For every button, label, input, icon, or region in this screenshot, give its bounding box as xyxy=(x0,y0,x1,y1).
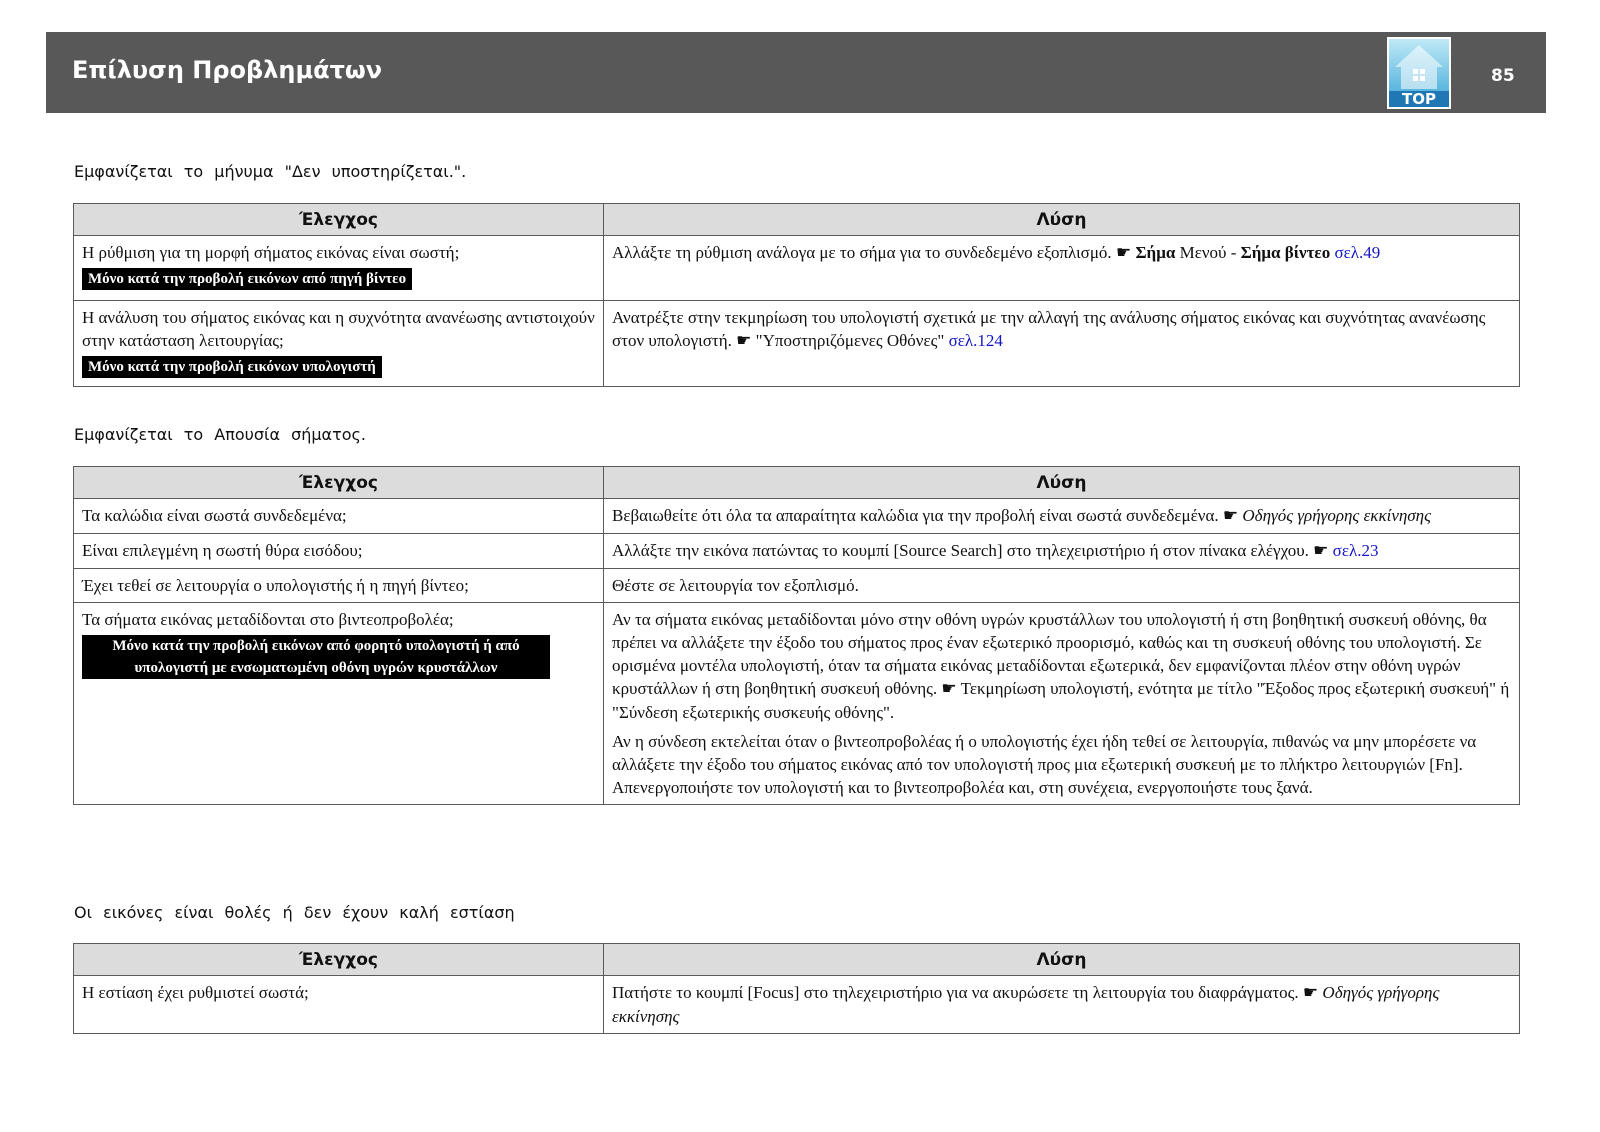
section-title: Εμφανίζεται το μήνυμα "Δεν υποστηρίζεται.". xyxy=(74,162,467,181)
page-header xyxy=(46,32,1546,113)
page-link[interactable]: σελ.49 xyxy=(1334,243,1381,262)
solution-text: Βεβαιωθείτε ότι όλα τα απαραίτητα καλώδια για την προβολή είναι σωστά συνδεδεμένα. xyxy=(612,506,1219,525)
table-row xyxy=(74,534,1520,569)
column-header-check: Έλεγχος xyxy=(74,204,604,236)
pointer-icon: ☛ xyxy=(1222,506,1239,526)
troubleshooting-table xyxy=(73,466,1520,805)
table-row xyxy=(74,976,1520,1034)
check-text: Η ρύθμιση για τη μορφή σήματος εικόνας είναι σωστή; xyxy=(82,243,460,262)
reference-text: "Υποστηριζόμενες Οθόνες" xyxy=(755,331,945,350)
condition-badge: Μόνο κατά την προβολή εικόνων υπολογιστή xyxy=(82,356,382,378)
solution-cell xyxy=(604,236,1520,301)
solution-text: Αλλάξτε την εικόνα πατώντας το κουμπί [Source Search] στο τηλεχειριστήριο ή στον πίνακα ελέγχου. xyxy=(612,541,1309,560)
column-header-check: Έλεγχος xyxy=(74,467,604,499)
menu-ref-text: Μενού - xyxy=(1179,243,1237,262)
troubleshooting-table xyxy=(73,203,1520,387)
column-header-solution: Λύση xyxy=(604,204,1520,236)
menu-ref: Σήμα xyxy=(1135,243,1176,262)
column-header-solution: Λύση xyxy=(604,944,1520,976)
solution-paragraph-2: Αν η σύνδεση εκτελείται όταν ο βιντεοπροβολέας ή ο υπολογιστής έχει ήδη τεθεί σε λειτουργία, πιθανώς να μην μπορέσετε να αλλάξετε την έξοδο του σήματος εικόνας από τον υπολογιστή προς μια εξωτερική συσκευή με το πλήκτρο λειτουργιών [Fn]. Απενεργοποιήστε τον υπολογιστή και το βιντεοπροβολέα και, στη συνέχεια, ενεργοποιήστε τους ξανά. xyxy=(612,732,1477,797)
home-icon xyxy=(1387,37,1451,109)
reference-text: Τεκμηρίωση υπολογιστή, ενότητα με τίτλο "Έξοδος προς εξωτερική συσκευή" ή "Σύνδεση εξωτερικής συσκευής οθόνης". xyxy=(612,679,1510,722)
solution-text: Αν τα σήματα εικόνας μεταδίδονται μόνο στην οθόνη υγρών κρυστάλλων του υπολογιστή ή στη βοηθητική συσκευή οθόνης, θα πρέπει να αλλάξετε την έξοδο του σήματος προς έναν εξωτερικό προορισμό, καθώς και τη συσκευή οθόνης του υπολογιστή. Σε ορισμένα μοντέλα υπολογιστή, όταν τα σήματα εικόνας μεταδίδονται εξωτερικά, δεν εμφανίζονται πλέον στην οθόνη υγρών κρυστάλλων ή στη βοηθητική συσκευή οθόνης. xyxy=(612,610,1487,698)
check-text: Είναι επιλεγμένη η σωστή θύρα εισόδου; xyxy=(82,541,363,560)
check-cell xyxy=(74,499,604,534)
check-text: Τα σήματα εικόνας μεταδίδονται στο βιντεοπροβολέα; xyxy=(82,610,454,629)
solution-cell xyxy=(604,499,1520,534)
check-text: Η ανάλυση του σήματος εικόνας και η συχνότητα ανανέωσης αντιστοιχούν στην κατάσταση λειτουργίας; xyxy=(82,308,595,350)
pointer-icon: ☛ xyxy=(736,331,752,351)
pointer-icon: ☛ xyxy=(1302,983,1319,1003)
page-link[interactable]: σελ.23 xyxy=(1332,541,1379,560)
column-header-solution: Λύση xyxy=(604,467,1520,499)
section-title: Εμφανίζεται το Απουσία σήματος. xyxy=(74,425,366,444)
solution-cell xyxy=(604,569,1520,603)
condition-badge: Μόνο κατά την προβολή εικόνων από φορητό υπολογιστή ή από υπολογιστή με ενσωματωμένη οθόνη υγρών κρυστάλλων xyxy=(82,635,550,679)
menu-ref-item: Σήμα βίντεο xyxy=(1240,243,1331,262)
section-title: Οι εικόνες είναι θολές ή δεν έχουν καλή εστίαση xyxy=(74,903,515,922)
check-cell xyxy=(74,569,604,603)
solution-text: Ανατρέξτε στην τεκμηρίωση του υπολογιστή σχετικά με την αλλαγή της ανάλυσης σήματος εικόνας και συχνότητας ανανέωσης στον υπολογιστή. xyxy=(612,308,1486,350)
table-row xyxy=(74,569,1520,603)
check-cell xyxy=(74,534,604,569)
page-number: 85 xyxy=(1491,66,1515,86)
troubleshooting-table xyxy=(73,943,1520,1034)
solution-cell xyxy=(604,976,1520,1034)
table-row xyxy=(74,499,1520,534)
solution-paragraph xyxy=(612,608,1511,724)
solution-text: Πατήστε το κουμπί [Focus] στο τηλεχειριστήριο για να ακυρώσετε τη λειτουργία του διαφράγματος. xyxy=(612,983,1299,1002)
top-label: TOP xyxy=(1402,90,1436,108)
check-cell xyxy=(74,236,604,301)
check-text: Η εστίαση έχει ρυθμιστεί σωστά; xyxy=(82,983,309,1002)
table-header-row xyxy=(74,467,1520,499)
check-cell xyxy=(74,301,604,387)
top-button[interactable] xyxy=(1387,37,1451,109)
check-cell xyxy=(74,603,604,805)
solution-cell xyxy=(604,603,1520,805)
solution-text: Αλλάξτε τη ρύθμιση ανάλογα με το σήμα για το συνδεδεμένο εξοπλισμό. xyxy=(612,243,1112,262)
solution-text: Θέστε σε λειτουργία τον εξοπλισμό. xyxy=(612,576,859,595)
table-header-row xyxy=(74,944,1520,976)
check-cell xyxy=(74,976,604,1034)
solution-cell xyxy=(604,534,1520,569)
reference-italic: Οδηγός γρήγορης εκκίνησης xyxy=(1242,506,1432,525)
table-row xyxy=(74,236,1520,301)
column-header-check: Έλεγχος xyxy=(74,944,604,976)
check-text: Τα καλώδια είναι σωστά συνδεδεμένα; xyxy=(82,506,347,525)
reference-italic: Οδηγός γρήγορης εκκίνησης xyxy=(612,983,1440,1026)
solution-cell xyxy=(604,301,1520,387)
condition-badge: Μόνο κατά την προβολή εικόνων από πηγή βίντεο xyxy=(82,268,412,290)
pointer-icon: ☛ xyxy=(1115,243,1132,263)
pointer-icon: ☛ xyxy=(1313,541,1329,561)
table-row xyxy=(74,603,1520,805)
table-header-row xyxy=(74,204,1520,236)
pointer-icon: ☛ xyxy=(941,679,957,699)
check-text: Έχει τεθεί σε λειτουργία ο υπολογιστής ή η πηγή βίντεο; xyxy=(82,576,469,595)
page-title: Επίλυση Προβλημάτων xyxy=(72,56,383,84)
table-row xyxy=(74,301,1520,387)
page-link[interactable]: σελ.124 xyxy=(948,331,1003,350)
